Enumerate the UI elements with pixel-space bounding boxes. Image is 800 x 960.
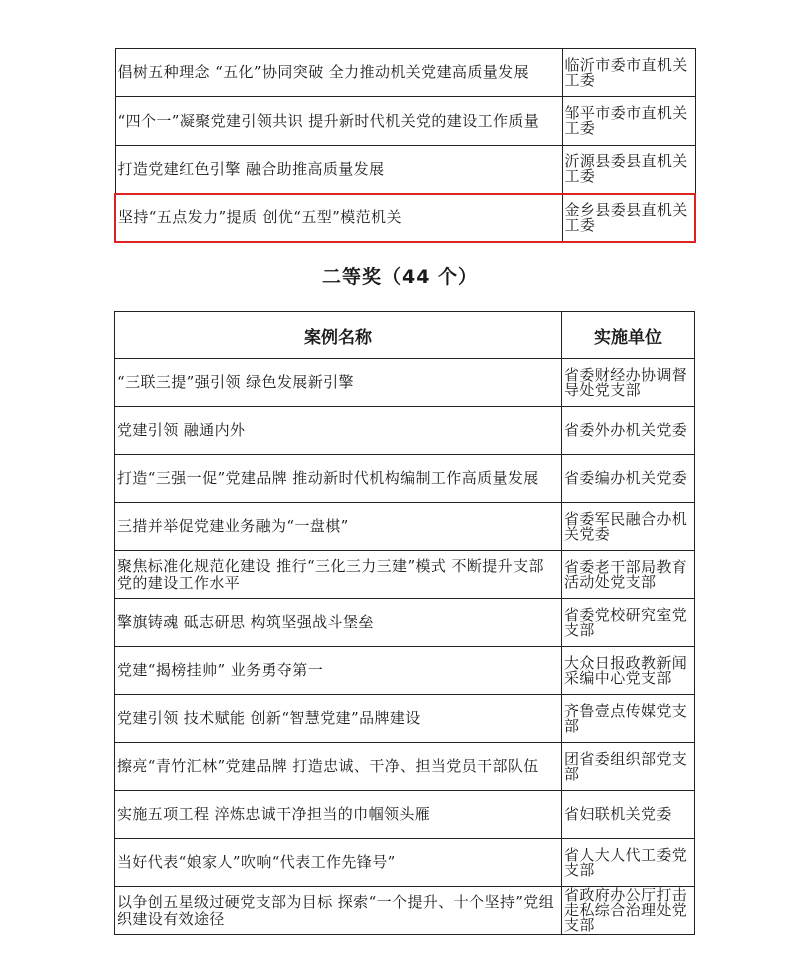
table-row	[115, 647, 695, 695]
case-name: 聚焦标准化规范化建设 推行“三化三力三建”模式 不断提升支部党的建设工作水平	[115, 551, 562, 599]
implementing-unit: 临沂市委市直机关工委	[562, 49, 695, 97]
case-name: 擎旗铸魂 砥志研思 构筑坚强战斗堡垒	[115, 599, 562, 647]
implementing-unit: 省委军民融合办机关党委	[562, 503, 695, 551]
column-header-case-name: 案例名称	[115, 312, 562, 359]
table-row	[115, 146, 695, 194]
implementing-unit: 大众日报政教新闻采编中心党支部	[562, 647, 695, 695]
implementing-unit: 金乡县委县直机关工委	[562, 194, 695, 242]
table-row	[115, 359, 695, 407]
table-row	[115, 695, 695, 743]
case-name: 实施五项工程 淬炼忠诚干净担当的巾帼领头雁	[115, 791, 562, 839]
case-name: 打造“三强一促”党建品牌 推动新时代机构编制工作高质量发展	[115, 455, 562, 503]
second-prize-table	[114, 311, 695, 935]
implementing-unit: 邹平市委市直机关工委	[562, 97, 695, 146]
implementing-unit: 省委老干部局教育活动处党支部	[562, 551, 695, 599]
table-row	[115, 503, 695, 551]
table-row	[115, 791, 695, 839]
case-name: 擦亮“青竹汇林”党建品牌 打造忠诚、干净、担当党员干部队伍	[115, 743, 562, 791]
table-row	[115, 887, 695, 935]
implementing-unit: 省委外办机关党委	[562, 407, 695, 455]
implementing-unit: 齐鲁壹点传媒党支部	[562, 695, 695, 743]
table-row	[115, 49, 695, 97]
highlighted-table-row	[115, 194, 695, 242]
table-row	[115, 599, 695, 647]
table-row	[115, 455, 695, 503]
case-name: 以争创五星级过硬党支部为目标 探索“一个提升、十个坚持”党组织建设有效途径	[115, 887, 562, 935]
implementing-unit: 省委党校研究室党支部	[562, 599, 695, 647]
case-name: 党建引领 技术赋能 创新“智慧党建”品牌建设	[115, 695, 562, 743]
case-name: “三联三提”强引领 绿色发展新引擎	[115, 359, 562, 407]
table-header-row	[115, 312, 695, 359]
table-row	[115, 97, 695, 146]
first-prize-table-continued	[114, 48, 696, 243]
section-heading: 二等奖（44 个）	[321, 266, 479, 288]
implementing-unit: 省政府办公厅打击走私综合治理处党支部	[562, 887, 695, 935]
table-row	[115, 743, 695, 791]
case-name: “四个一”凝聚党建引领共识 提升新时代机关党的建设工作质量	[115, 97, 562, 146]
implementing-unit: 沂源县委县直机关工委	[562, 146, 695, 194]
case-name: 党建引领 融通内外	[115, 407, 562, 455]
case-name: 党建“揭榜挂帅” 业务勇夺第一	[115, 647, 562, 695]
column-header-unit: 实施单位	[562, 312, 695, 359]
case-name: 坚持“五点发力”提质 创优“五型”模范机关	[115, 194, 562, 242]
table-row	[115, 551, 695, 599]
table-row	[115, 839, 695, 887]
case-name: 三措并举促党建业务融为“一盘棋”	[115, 503, 562, 551]
case-name: 打造党建红色引擎 融合助推高质量发展	[115, 146, 562, 194]
implementing-unit: 省委编办机关党委	[562, 455, 695, 503]
implementing-unit: 省人大人代工委党支部	[562, 839, 695, 887]
implementing-unit: 省妇联机关党委	[562, 791, 695, 839]
implementing-unit: 省委财经办协调督导处党支部	[562, 359, 695, 407]
case-name: 倡树五种理念 “五化”协同突破 全力推动机关党建高质量发展	[115, 49, 562, 97]
case-name: 当好代表“娘家人”吹响“代表工作先锋号”	[115, 839, 562, 887]
implementing-unit: 团省委组织部党支部	[562, 743, 695, 791]
table-row	[115, 407, 695, 455]
